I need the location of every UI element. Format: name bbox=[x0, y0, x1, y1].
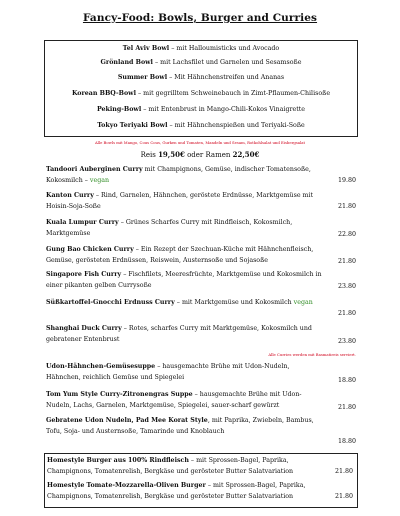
dish-desc: – mit Marktgemüse und Kokosmilch bbox=[174, 299, 294, 306]
bowl-name: Korean BBQ-Bowl bbox=[71, 90, 136, 97]
vegan-label: vegan bbox=[293, 299, 313, 306]
dish-name: Gung Bao Chicken Curry bbox=[46, 246, 134, 253]
dish-name: Süßkartoffel-Gnocchi Erdnuss Curry bbox=[46, 299, 175, 306]
dish-desc: Nudeln, Lachs, Garnelen, Marktgemüse, Spiegelei, sauer-scharf gewürzt bbox=[46, 401, 280, 409]
bowl-item bbox=[45, 90, 357, 97]
dish-desc: – Fischfilets, Meeresfrüchte, Marktgemüse und Kokosmilch in bbox=[121, 271, 322, 278]
dish-desc: – Rind, Garnelen, Hähnchen, geröstete Erdnüsse, Marktgemüse mit bbox=[93, 192, 314, 199]
bowl-desc: – Mit Hähnchenstreifen und Ananas bbox=[167, 74, 285, 81]
bowl-price-ramen: 22,50€ bbox=[232, 150, 260, 159]
dish-desc: Champignons, Tomatenrelish, Bergkäse und gerösteter Butter Salatvariation bbox=[47, 492, 294, 500]
dish-name: Homestyle Tomate-Mozzarella-Oliven Burger bbox=[47, 482, 206, 489]
dish-desc: – Rotes, scharfes Curry mit Marktgemüse, Kokosmilch und bbox=[121, 325, 312, 332]
menu-item bbox=[47, 481, 355, 502]
bowl-desc: – mit gegrilltem Schweinebauch in Zimt-Pflaumen-Chilisoße bbox=[135, 90, 331, 97]
dish-desc: – Grünes Scharfes Curry mit Rindfleisch, Kokosmilch, bbox=[118, 219, 293, 226]
dish-desc: – hausgemachte Brühe mit Udon- bbox=[192, 391, 302, 398]
menu-item bbox=[46, 416, 358, 445]
dish-name: Tandoori Auberginen Curry bbox=[46, 166, 143, 173]
dish-desc: Tofu, Soja- und Austernsoße, Tamarinde und Knoblauch bbox=[46, 427, 225, 435]
dish-desc: – mit Sprossen-Bagel, Paprika, bbox=[188, 457, 289, 464]
dish-price: 22.80 bbox=[337, 231, 356, 238]
bowl-price bbox=[0, 150, 400, 159]
dish-name: Kuala Lumpur Curry bbox=[46, 219, 119, 226]
dish-price: 21.80 bbox=[337, 258, 356, 265]
dish-desc: Hähnchen, reichlich Gemüse und Spiegelei bbox=[46, 373, 185, 381]
dish-desc: mit Champignons, Gemüse, indischer Tomatensoße, bbox=[142, 166, 311, 173]
menu-item bbox=[46, 245, 358, 266]
dish-desc: Kokosmilch – bbox=[46, 176, 90, 184]
dish-name: Singapore Fish Curry bbox=[46, 271, 122, 278]
curry-note: Alle Curries werden mit Basmatireis serviert. bbox=[268, 352, 356, 357]
dish-price: 21.80 bbox=[337, 404, 356, 411]
menu-item bbox=[46, 270, 358, 291]
dish-price: 21.80 bbox=[337, 202, 356, 210]
dish-price: 21.80 bbox=[334, 492, 353, 500]
dish-name: Tom Yum Style Curry-Zitronengras Suppe bbox=[46, 391, 193, 398]
vegan-label: vegan bbox=[89, 176, 110, 184]
bowl-desc: – mit Lachsfilet und Garnelen und Sesamsoße bbox=[152, 59, 302, 66]
menu-item bbox=[46, 390, 358, 411]
bowl-desc: – mit Entenbrust in Mango-Chili-Kokos Vinaigrette bbox=[141, 106, 306, 113]
dish-price: 19.80 bbox=[337, 176, 356, 184]
dish-price: 23.80 bbox=[337, 283, 356, 290]
bowl-desc: – mit Hähnchenspießen und Teriyaki-Soße bbox=[167, 122, 305, 129]
bowl-name: Summer Bowl bbox=[117, 74, 168, 81]
bowl-item bbox=[45, 122, 357, 129]
dish-desc: Champignons, Tomatenrelish, Bergkäse und gerösteter Butter Salatvariation bbox=[47, 467, 294, 475]
bowl-name: Peking-Bowl bbox=[96, 106, 142, 113]
bowl-desc: – mit Halloumisticks und Avocado bbox=[169, 45, 280, 52]
menu-item bbox=[46, 362, 358, 383]
menu-item bbox=[46, 165, 358, 187]
dish-desc: einer pikanten gelben Currysoße bbox=[46, 281, 152, 289]
menu-item bbox=[46, 298, 358, 317]
dish-name: Gebratene Udon Nudeln, Pad Mee Korat Style bbox=[46, 417, 208, 424]
bowl-menu-box bbox=[44, 40, 358, 137]
page-title: Fancy-Food: Bowls, Burger and Curries bbox=[82, 12, 318, 24]
menu-item bbox=[46, 191, 358, 212]
dish-desc: – hausgemachte Brühe mit Udon-Nudeln, bbox=[155, 363, 290, 370]
bowl-item bbox=[45, 106, 357, 113]
bowl-note: Alle Bowls mit Mango, Cous Cous, Gurken und Tomaten, Mandeln und Sesam, Rotkohlsalat und Eisbergsalat bbox=[94, 140, 306, 145]
bowl-item bbox=[45, 45, 357, 52]
dish-price: 18.80 bbox=[337, 438, 356, 445]
dish-price: 21.80 bbox=[337, 309, 356, 317]
bowl-item bbox=[45, 59, 357, 66]
dish-desc: – mit Sprossen-Bagel, Paprika, bbox=[205, 482, 306, 489]
bowl-name: Tel Aviv Bowl bbox=[122, 45, 170, 52]
bowl-name: Tokyo Teriyaki Bowl bbox=[97, 122, 168, 129]
dish-desc: , mit Paprika, Zwiebeln, Bambus, bbox=[207, 417, 314, 424]
dish-desc: – Ein Rezept der Szechuan-Küche mit Hähnchenfleisch, bbox=[133, 246, 314, 253]
dish-price: 21.80 bbox=[334, 467, 353, 475]
menu-item bbox=[47, 456, 355, 477]
dish-name: Kanton Curry bbox=[46, 192, 94, 199]
dish-desc: Marktgemüse bbox=[46, 229, 91, 237]
dish-price: 18.80 bbox=[337, 377, 356, 384]
bowl-price-middle: oder Ramen bbox=[184, 151, 233, 159]
burger-menu-box bbox=[44, 453, 358, 508]
bowl-name: Grönland Bowl bbox=[100, 59, 153, 66]
dish-desc: Gemüse, gerösteten Erdnüssen, Reiswein, Austernsoße und Sojasoße bbox=[46, 256, 269, 264]
dish-desc: gebratener Entenbrust bbox=[46, 335, 120, 343]
menu-item bbox=[46, 324, 358, 345]
dish-name: Homestyle Burger aus 100% Rindfleisch bbox=[47, 457, 189, 464]
bowl-price-reis: 19,50€ bbox=[158, 150, 185, 159]
dish-price: 23.80 bbox=[337, 338, 356, 345]
dish-name: Udon-Hähnchen-Gemüsesuppe bbox=[46, 363, 156, 370]
bowl-price-prefix: Reis bbox=[140, 151, 159, 159]
bowl-item bbox=[45, 74, 357, 81]
menu-item bbox=[46, 218, 358, 239]
dish-name: Shanghai Duck Curry bbox=[46, 325, 122, 332]
dish-desc: Hoisin-Soja-Soße bbox=[46, 202, 101, 210]
